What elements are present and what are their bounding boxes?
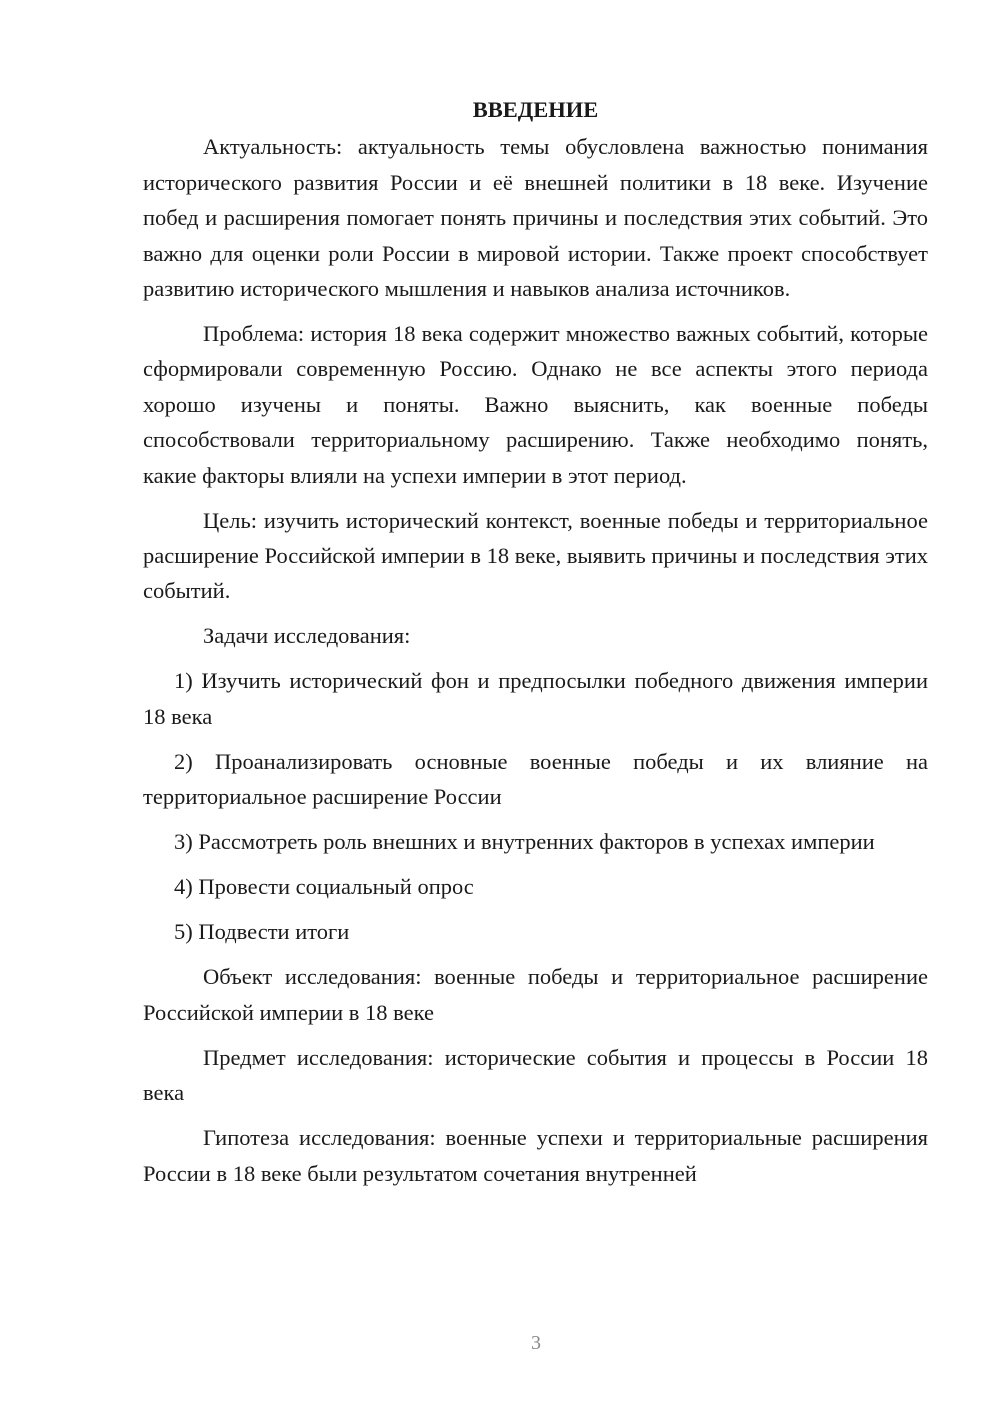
task-item-5: 5) Подвести итоги: [174, 919, 350, 945]
relevance-paragraph: Актуальность: актуальность темы обусловлена важностью понимания исторического развития России и её внешней политики в 18 веке. Изучение побед и расширения помогает понять причины и последствия этих событий. Это важно для оценки роли России в мировой истории. Также проект способствует развитию исторического мышления и навыков анализа источников.: [143, 134, 928, 302]
task-item-4: 4) Провести социальный опрос: [174, 874, 474, 900]
section-title: ВВЕДЕНИЕ: [472, 97, 599, 122]
tasks-heading: Задачи исследования:: [203, 623, 411, 649]
task-item-3: 3) Рассмотреть роль внешних и внутренних факторов в успехах империи: [174, 829, 875, 855]
subject-paragraph: Предмет исследования: исторические события и процессы в России 18 века: [143, 1044, 928, 1106]
task-item-1: 1) Изучить исторический фон и предпосылки победного движения империи 18 века: [143, 668, 928, 729]
problem-paragraph: Проблема: история 18 века содержит множество важных событий, которые сформировали современную Россию. Однако не все аспекты этого периода хорошо изучены и поняты. Важно выяснить, как военные победы способствовали территориальному расширению. Также необходимо понять, какие факторы влияли на успехи империи в этот период.: [143, 321, 928, 488]
goal-paragraph: Цель: изучить исторический контекст, военные победы и территориальное расширение Российской империи в 18 веке, выявить причины и последствия этих событий.: [143, 507, 928, 604]
task-item-2: 2) Проанализировать основные военные победы и их влияние на территориальное расширение России: [143, 748, 928, 810]
object-paragraph: Объект исследования: военные победы и территориальное расширение Российской империи в 18 веке: [143, 964, 928, 1025]
page-number: 3: [531, 1332, 541, 1354]
hypothesis-paragraph: Гипотеза исследования: военные успехи и территориальные расширения России в 18 веке были результатом сочетания внутренней: [143, 1125, 928, 1186]
document-body: [143, 92, 928, 1201]
